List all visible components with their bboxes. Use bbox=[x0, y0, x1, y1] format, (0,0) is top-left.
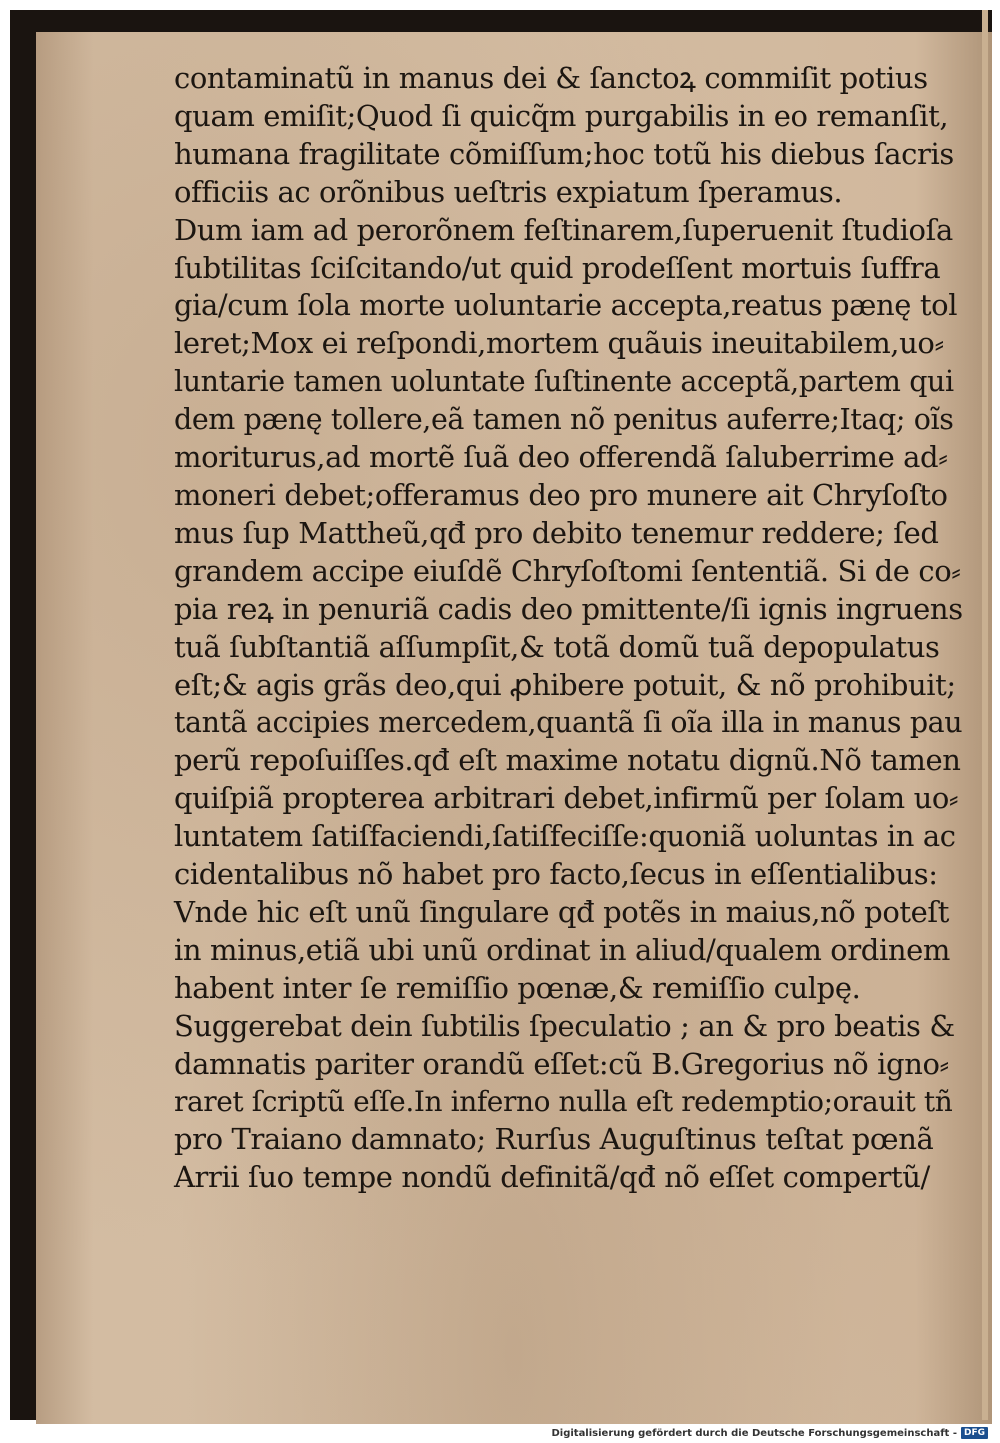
text-line: ſubtilitas ſciſcitando/ut quid prodeſſent mortuis ſuffra bbox=[174, 250, 941, 285]
text-line: in minus,etiã ubi unũ ordinat in aliud/qualem ordinem bbox=[174, 932, 950, 967]
text-line: quiſpiã propterea arbitrari debet,infirmũ per ſolam uo⸗ bbox=[174, 781, 959, 816]
text-line: grandem accipe eiuſdẽ Chryſoſtomi ſententiã. Si de co⸗ bbox=[174, 553, 961, 588]
text-line: pro Traiano damnato; Rurſus Auguſtinus teſtat pœnã bbox=[174, 1122, 934, 1157]
text-line: gia/cum ſola morte uoluntarie accepta,reatus pænę tol bbox=[174, 288, 958, 323]
text-line: mus ſup Mattheũ,qđ pro debito tenemur reddere; ſed bbox=[174, 515, 939, 550]
text-line: Arrii ſuo tempe nondũ definitã/qđ nõ eſſet compertũ/ bbox=[174, 1160, 930, 1195]
text-line: luntarie tamen uoluntate ſuſtinente acceptã,partem qui bbox=[174, 365, 954, 399]
page-edge bbox=[982, 10, 988, 1420]
text-line: officiis ac orõnibus ueſtris expiatum ſperamus. bbox=[174, 174, 843, 209]
scan-frame bbox=[10, 10, 992, 1420]
text-line: raret ſcriptũ eſſe.In inferno nulla eſt redemptio;orauit tñ bbox=[174, 1085, 953, 1119]
text-line: luntatem ſatiſfaciendi,ſatiſfeciſſe:quoniã uoluntas in ac bbox=[174, 819, 956, 854]
page-text bbox=[174, 60, 964, 1197]
dfg-logo[interactable]: DFG bbox=[961, 1427, 988, 1439]
text-line: moriturus,ad mortẽ ſuã deo offerendã ſaluberrime ad⸗ bbox=[174, 440, 948, 475]
text-line: tuã ſubſtantiã aſſumpſit,& totã domũ tuã depopulatus bbox=[174, 629, 940, 664]
text-line: cidentalibus nõ habet pro facto,ſecus in eſſentialibus: bbox=[174, 857, 938, 892]
text-line: damnatis pariter orandũ eſſet:cũ B.Gregorius nõ igno⸗ bbox=[174, 1046, 949, 1081]
text-line: dem pænę tollere,eã tamen nõ penitus auferre;Itaq; oĩs bbox=[174, 403, 954, 437]
footer-credit bbox=[551, 1426, 988, 1440]
text-line: leret;Mox ei reſpondi,mortem quãuis ineuitabilem,uo⸗ bbox=[174, 326, 944, 361]
text-line: perũ repoſuiſſes.qđ eſt maxime notatu dignũ.Nõ tamen bbox=[174, 743, 961, 778]
text-line: humana fragilitate cõmiſſum;hoc totũ his diebus ſacris bbox=[174, 136, 954, 171]
text-line: habent inter ſe remiſſio pœnæ,& remiſſio culpę. bbox=[174, 970, 861, 1005]
text-line: Suggerebat dein ſubtilis ſpeculatio ; an & pro beatis & bbox=[174, 1008, 955, 1043]
text-line: eſt;& agis grãs deo,qui ꝓhibere potuit, & nõ prohibuit; bbox=[174, 667, 956, 702]
text-line: tantã accipies mercedem,quantã ſi oĩa illa in manus pau bbox=[174, 706, 963, 740]
text-line: Dum iam ad perorõnem feſtinarem,ſuperuenit ſtudioſa bbox=[174, 212, 953, 247]
text-line: Vnde hic eſt unũ ſingulare qđ potẽs in maius,nõ poteſt bbox=[174, 894, 950, 929]
text-line: quam emiſit;Quod ſi quicq̃m purgabilis in eo remanſit, bbox=[174, 98, 949, 133]
text-line: contaminatũ in manus dei & ſanctoꝝ commiſit potius bbox=[174, 61, 928, 95]
text-line: pia reꝝ in penuriã cadis deo pmittente/ſi ignis ingruens bbox=[174, 591, 963, 626]
funding-credit-text: Digitalisierung gefördert durch die Deutsche Forschungsgemeinschaft - bbox=[551, 1427, 957, 1439]
book-page bbox=[36, 32, 992, 1424]
text-line: moneri debet;offeramus deo pro munere ait Chryſoſto bbox=[174, 477, 948, 512]
